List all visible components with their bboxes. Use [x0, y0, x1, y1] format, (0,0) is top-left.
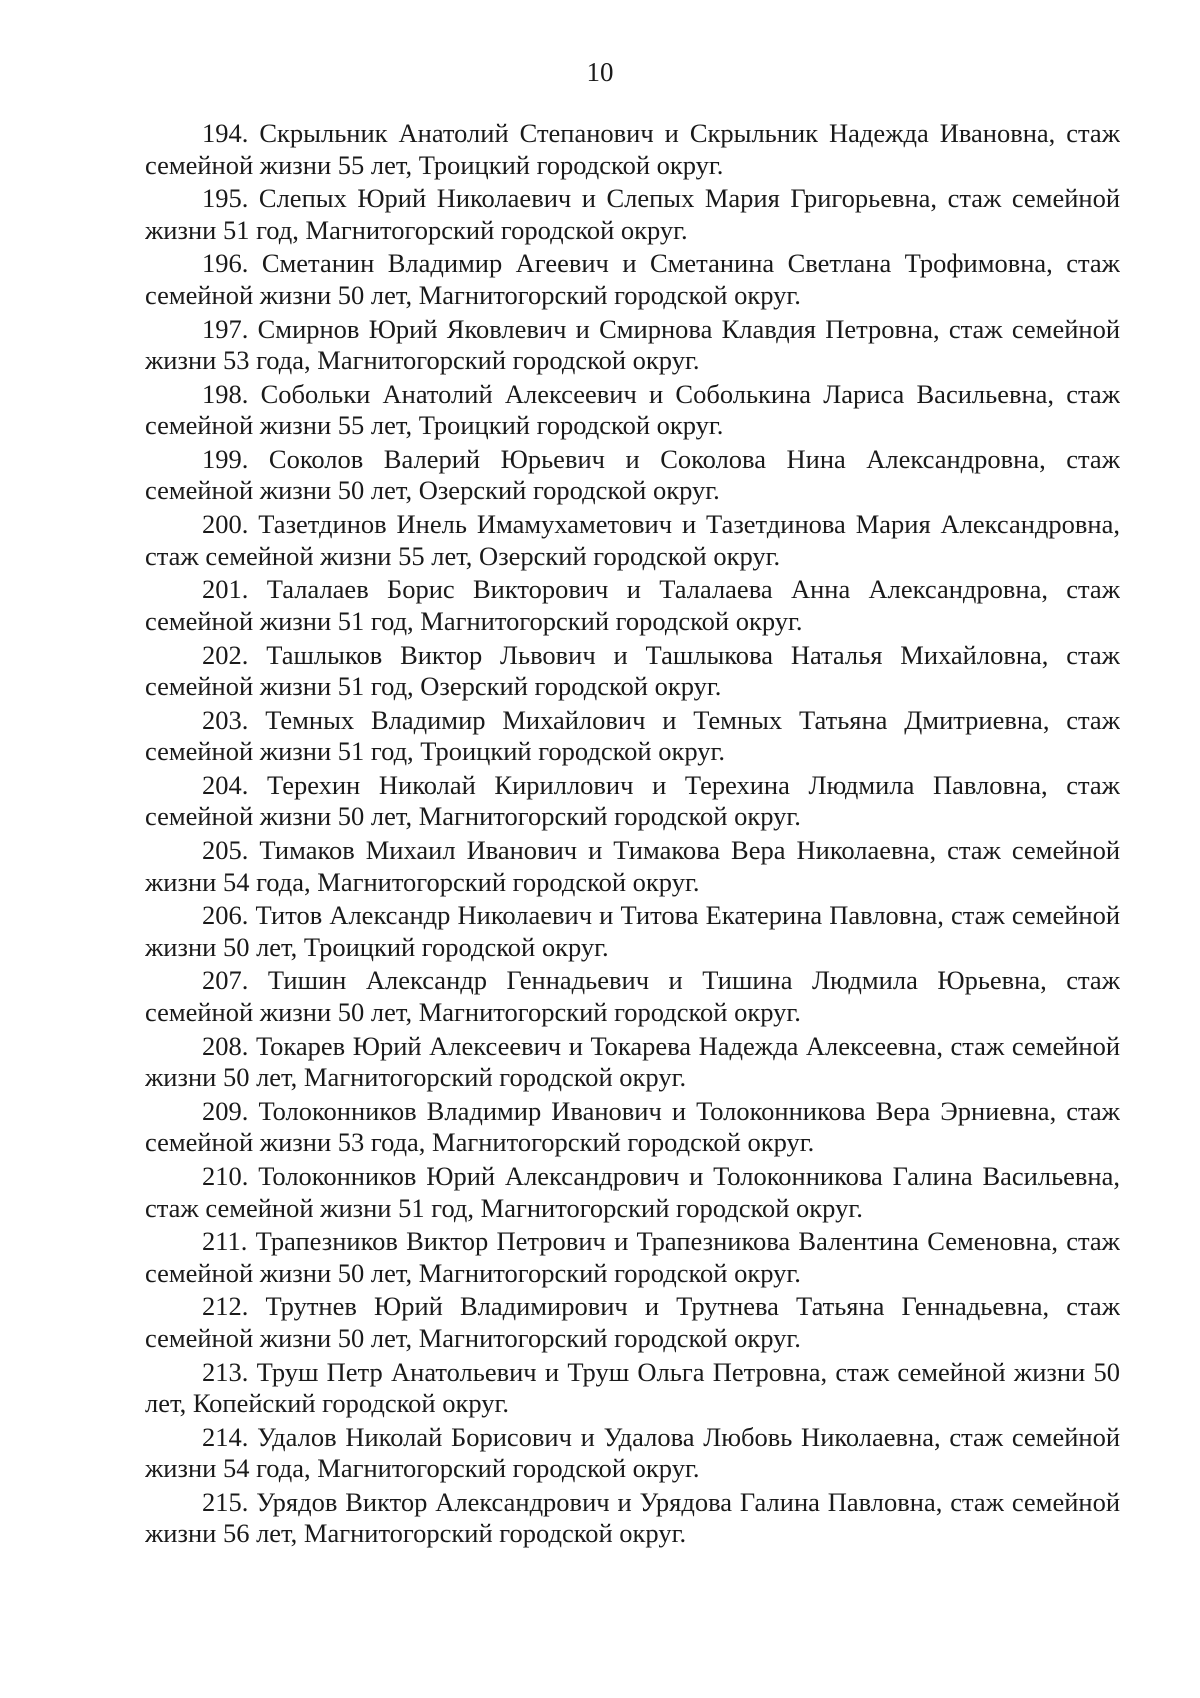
item-text: Слепых Юрий Николаевич и Слепых Мария Григорьевна, стаж семейной жизни 51 год, Магнитогорский городской округ.: [145, 183, 1120, 245]
item-number: 207.: [202, 965, 249, 996]
item-text: Терехин Николай Кириллович и Терехина Людмила Павловна, стаж семейной жизни 50 лет, Магнитогорский городской округ.: [145, 769, 1120, 832]
page-number: 10: [586, 57, 614, 87]
item-number: 197.: [202, 313, 249, 344]
item-number: 210.: [202, 1161, 249, 1191]
list-item: [145, 965, 1120, 1030]
item-number: 204.: [202, 769, 249, 800]
list-item: [145, 770, 1120, 835]
list-item: [145, 1487, 1120, 1552]
list-item: [145, 1291, 1120, 1356]
item-text: Талалаев Борис Викторович и Талалаева Анна Александровна, стаж семейной жизни 51 год, Магнитогорский городской округ.: [145, 574, 1120, 636]
item-number: 208.: [202, 1030, 249, 1061]
item-number: 200.: [202, 509, 249, 540]
list-item: [145, 1096, 1120, 1161]
item-text: Трапезников Виктор Петрович и Трапезникова Валентина Семеновна, стаж семейной жизни 50 лет, Магнитогорский городской округ.: [145, 1226, 1120, 1288]
item-number: 202.: [202, 639, 249, 670]
item-text: Смирнов Юрий Яковлевич и Смирнова Клавдия Петровна, стаж семейной жизни 53 года, Магнитогорский городской округ.: [145, 313, 1120, 376]
list-item: [145, 509, 1120, 574]
list-item: [145, 1357, 1120, 1422]
item-number: 206.: [202, 900, 249, 931]
item-text: Толоконников Владимир Иванович и Толоконникова Вера Эрниевна, стаж семейной жизни 53 года, Магнитогорский городской округ.: [145, 1095, 1120, 1158]
item-number: 214.: [202, 1421, 249, 1452]
item-number: 195.: [202, 183, 249, 214]
item-text: Скрыльник Анатолий Степанович и Скрыльник Надежда Ивановна, стаж семейной жизни 55 лет, Троицкий городской округ.: [145, 118, 1120, 180]
item-text: Собольки Анатолий Алексеевич и Соболькина Лариса Васильевна, стаж семейной жизни 55 лет, Троицкий городской округ.: [145, 378, 1120, 441]
item-text: Темных Владимир Михайлович и Темных Татьяна Дмитриевна, стаж семейной жизни 51 год, Троицкий городской округ.: [145, 704, 1120, 767]
list-item: [145, 118, 1120, 183]
item-number: 212.: [202, 1291, 249, 1322]
list-item: [145, 705, 1120, 770]
item-number: 198.: [202, 378, 249, 409]
list-item: [145, 379, 1120, 444]
item-text: Тимаков Михаил Иванович и Тимакова Вера Николаевна, стаж семейной жизни 54 года, Магнитогорский городской округ.: [145, 835, 1120, 897]
item-text: Титов Александр Николаевич и Титова Екатерина Павловна, стаж семейной жизни 50 лет, Троицкий городской округ.: [145, 900, 1120, 962]
item-text: Трутнев Юрий Владимирович и Трутнева Татьяна Геннадьевна, стаж семейной жизни 50 лет, Магнитогорский городской округ.: [145, 1291, 1120, 1353]
award-list: [145, 118, 1120, 1552]
item-text: Удалов Николай Борисович и Удалова Любовь Николаевна, стаж семейной жизни 54 года, Магнитогорский городской округ.: [145, 1421, 1120, 1484]
item-number: 196.: [202, 248, 249, 279]
item-text: Толоконников Юрий Александрович и Толоконникова Галина Васильевна, стаж семейной жизни 51 год, Магнитогорский городской округ.: [145, 1161, 1120, 1223]
list-item: [145, 574, 1120, 639]
item-number: 211.: [202, 1226, 248, 1257]
item-number: 201.: [202, 574, 249, 605]
list-item: [145, 640, 1120, 705]
item-text: Токарев Юрий Алексеевич и Токарева Надежда Алексеевна, стаж семейной жизни 50 лет, Магнитогорский городской округ.: [145, 1030, 1120, 1093]
item-text: Соколов Валерий Юрьевич и Соколова Нина Александровна, стаж семейной жизни 50 лет, Озерский городской округ.: [145, 443, 1120, 506]
list-item: [145, 900, 1120, 965]
item-number: 203.: [202, 704, 249, 735]
item-text: Труш Петр Анатольевич и Труш Ольга Петровна, стаж семейной жизни 50 лет, Копейский городской округ.: [145, 1356, 1120, 1419]
list-item: [145, 1161, 1120, 1226]
list-item: [145, 444, 1120, 509]
item-text: Урядов Виктор Александрович и Урядова Галина Павловна, стаж семейной жизни 56 лет, Магнитогорский городской округ.: [145, 1486, 1120, 1549]
item-number: 213.: [202, 1356, 249, 1387]
item-number: 209.: [202, 1095, 249, 1126]
item-number: 199.: [202, 443, 249, 474]
item-text: Тазетдинов Инель Имамухаметович и Тазетдинова Мария Александровна, стаж семейной жизни 55 лет, Озерский городской округ.: [145, 509, 1120, 571]
list-item: [145, 248, 1120, 313]
list-item: [145, 1031, 1120, 1096]
item-number: 215.: [202, 1486, 249, 1517]
item-number: 194.: [202, 118, 249, 148]
list-item: [145, 1422, 1120, 1487]
item-text: Тишин Александр Геннадьевич и Тишина Людмила Юрьевна, стаж семейной жизни 50 лет, Магнитогорский городской округ.: [145, 965, 1120, 1027]
list-item: [145, 835, 1120, 900]
item-text: Сметанин Владимир Агеевич и Сметанина Светлана Трофимовна, стаж семейной жизни 50 лет, Магнитогорский городской округ.: [145, 248, 1120, 310]
item-number: 205.: [202, 835, 249, 866]
item-text: Ташлыков Виктор Львович и Ташлыкова Наталья Михайловна, стаж семейной жизни 51 год, Озерский городской округ.: [145, 639, 1120, 701]
list-item: [145, 314, 1120, 379]
list-item: [145, 1226, 1120, 1291]
list-item: [145, 183, 1120, 248]
